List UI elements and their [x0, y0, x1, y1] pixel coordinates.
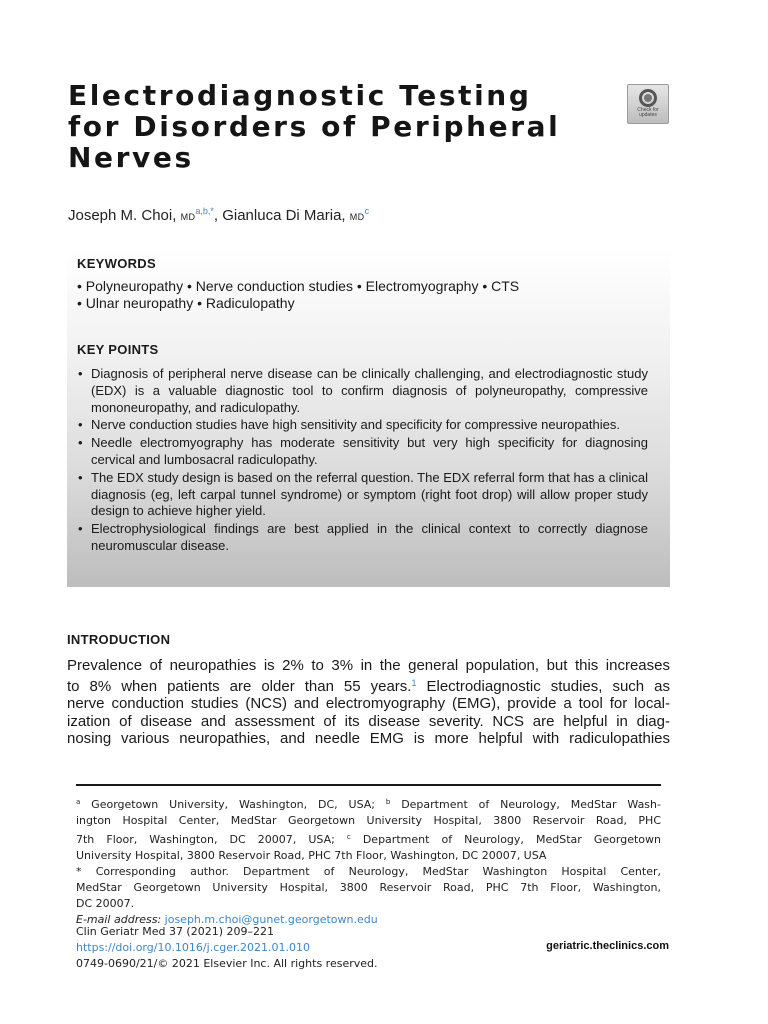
- affiliation-link[interactable]: a,b,*: [195, 206, 214, 216]
- body-text: to 8% when patients are older than 55 years.: [67, 677, 412, 695]
- author-name: , Gianluca Di Maria,: [213, 207, 350, 224]
- doi-link[interactable]: https://doi.org/10.1016/j.cger.2021.01.010: [76, 941, 310, 954]
- crossmark-icon: [639, 89, 657, 107]
- footnote-line: MedStar Georgetown University Hospital, 3800 Reservoir Road, PHC 7th Floor, Washington,: [76, 881, 661, 894]
- footnotes: [76, 794, 661, 928]
- key-point-item: • Electrophysiological findings are best applied in the clinical context to correctly diagnose neuromuscular disease.: [77, 521, 648, 555]
- email-label: E-mail address:: [76, 913, 162, 926]
- footnote-line: * Corresponding author. Department of Neurology, MedStar Washington Hospital Center,: [76, 865, 661, 878]
- keywords-list: [77, 278, 519, 312]
- title-line: Nerves: [68, 141, 194, 174]
- body-text: Electrodiagnostic studies, such as: [416, 677, 670, 695]
- introduction-body: [67, 657, 670, 748]
- journal-site-link[interactable]: geriatric.theclinics.com: [546, 940, 669, 952]
- body-line: Prevalence of neuropathies is 2% to 3% in the general population, but this increases: [67, 657, 670, 674]
- email-link[interactable]: joseph.m.choi@gunet.georgetown.edu: [164, 913, 378, 926]
- key-point-item: • Diagnosis of peripheral nerve disease can be clinically challenging, and electrodiagnostic study (EDX) is a valuable diagnostic tool to confirm diagnosis of polyneuropathy, compressive mononeuropathy, and radiculopathy.: [77, 366, 648, 416]
- footnote-text: Department of Neurology, MedStar Georgetown: [350, 833, 661, 846]
- affiliation-marker: c: [346, 833, 351, 841]
- footnote-text: 7th Floor, Washington, DC 20007, USA;: [76, 833, 347, 846]
- key-point-item: • Nerve conduction studies have high sensitivity and specificity for compressive neuropathies.: [77, 417, 648, 434]
- footnote-divider: [76, 784, 661, 786]
- reference-link[interactable]: 1: [411, 677, 417, 688]
- key-point-item: • The EDX study design is based on the referral question. The EDX referral form that has a clinical diagnosis (eg, left carpal tunnel syndrome) or symptom (right foot drop) will allow proper study design to achieve higher yield.: [77, 470, 648, 520]
- keywords-line: • Polyneuropathy • Nerve conduction studies • Electromyography • CTS: [77, 278, 520, 294]
- check-for-updates-badge[interactable]: [627, 84, 669, 124]
- citation: Clin Geriatr Med 37 (2021) 209–221: [76, 925, 274, 938]
- badge-label: Check for updates: [637, 107, 659, 118]
- author-degree: MD: [349, 212, 365, 222]
- footnote-line: ington Hospital Center, MedStar Georgetown University Hospital, 3800 Reservoir Road, PHC: [76, 814, 661, 827]
- footnote-line: DC 20007.: [76, 897, 135, 910]
- keywords-heading: KEYWORDS: [77, 256, 156, 271]
- body-line: nosing various neuropathies, and needle EMG is more helpful with radiculopathies: [67, 730, 670, 748]
- affiliation-link[interactable]: c: [364, 206, 370, 216]
- affiliation-marker: b: [385, 798, 391, 806]
- footnote-text: Georgetown University, Washington, DC, USA;: [80, 798, 386, 811]
- footnote-line: University Hospital, 3800 Reservoir Road, PHC 7th Floor, Washington, DC 20007, USA: [76, 849, 547, 862]
- author-name: Joseph M. Choi,: [68, 207, 181, 224]
- body-line: ization of disease and assessment of its disease severity. NCS are helpful in diag-: [67, 712, 670, 730]
- title-line: Electrodiagnostic Testing: [68, 79, 532, 112]
- body-line: [67, 675, 670, 696]
- key-points-heading: KEY POINTS: [77, 342, 159, 357]
- keywords-keypoints-box: [67, 248, 670, 587]
- copyright: 0749-0690/21/© 2021 Elsevier Inc. All rights reserved.: [76, 957, 378, 970]
- key-point-item: • Needle electromyography has moderate sensitivity but very high specificity for diagnosing cervical and lumbosacral radiculopathy.: [77, 435, 648, 469]
- key-points-list: [77, 366, 648, 556]
- footnote-text: Department of Neurology, MedStar Wash-: [390, 798, 661, 811]
- affiliation-marker: a: [76, 798, 81, 806]
- body-line: nerve conduction studies (NCS) and electromyography (EMG), provide a tool for local-: [67, 695, 670, 713]
- author-degree: MD: [180, 212, 196, 222]
- title-line: for Disorders of Peripheral: [68, 110, 561, 143]
- introduction-heading: INTRODUCTION: [67, 632, 171, 647]
- article-meta: [76, 924, 378, 972]
- footnote-line: [76, 794, 661, 813]
- article-title: [68, 80, 588, 173]
- footnote-line: [76, 829, 661, 848]
- author-line: [68, 206, 369, 224]
- keywords-line: • Ulnar neuropathy • Radiculopathy: [77, 295, 295, 311]
